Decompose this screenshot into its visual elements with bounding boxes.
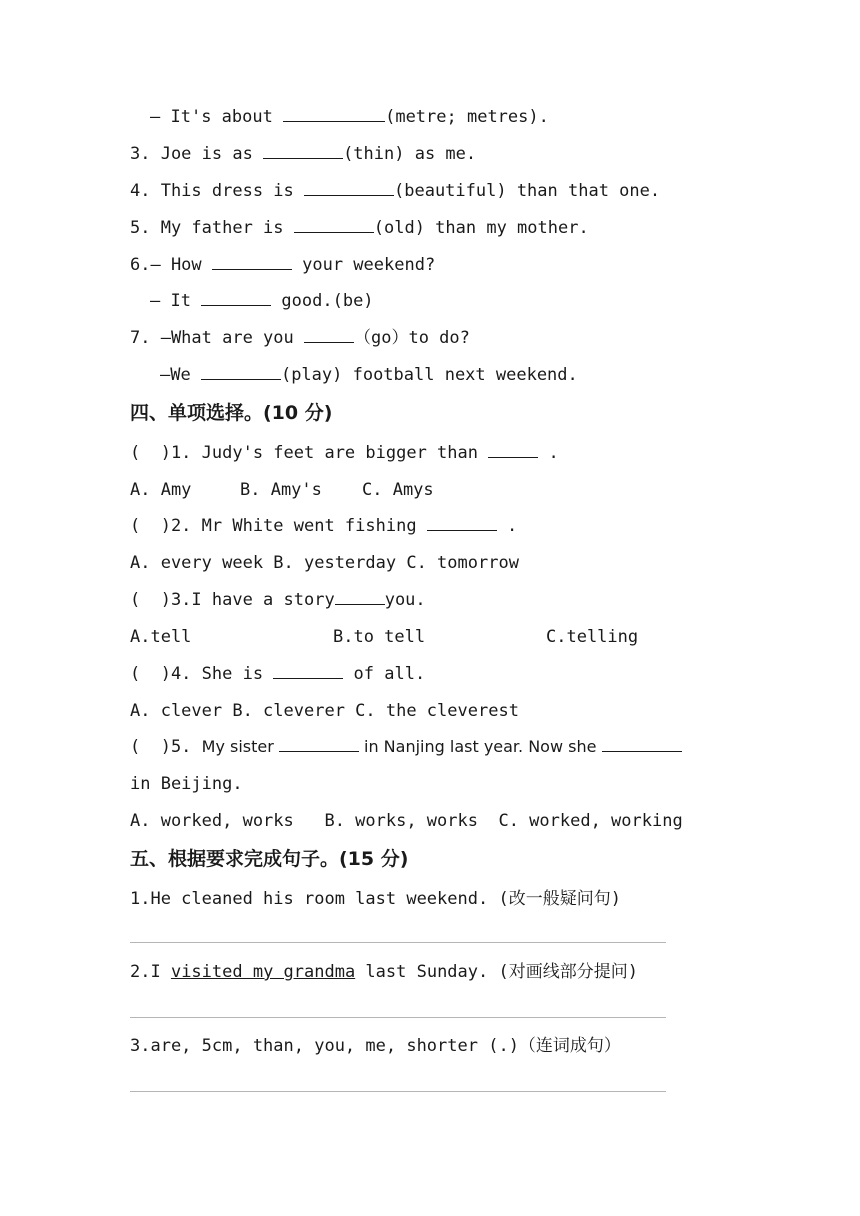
sentence-3: 3.are, 5cm, than, you, me, shorter (.)（连词成句）: [130, 1036, 621, 1056]
sentence-2-start: 2.I: [130, 962, 171, 982]
answer-blank[interactable]: [201, 364, 281, 380]
item7-answer-line: [160, 364, 578, 386]
answer-blank[interactable]: [304, 327, 354, 343]
q3-text: ( )3.I have a story: [130, 590, 335, 610]
q5-continuation-line: in Beijing.: [130, 774, 243, 794]
q1-line: [130, 442, 559, 464]
item3-text: 3. Joe is as: [130, 144, 264, 164]
underlined-phrase: visited my grandma: [170, 962, 356, 982]
answer-blank[interactable]: [201, 290, 271, 306]
option-a[interactable]: A.tell: [130, 627, 192, 647]
item4-line: [130, 180, 660, 202]
q3-line: [130, 589, 426, 611]
q5-text: ( )5.: [130, 737, 202, 757]
answer-blank[interactable]: [602, 736, 682, 752]
answer-blank[interactable]: [283, 106, 385, 122]
q5-line: [130, 736, 682, 758]
item3-hint: (thin) as me.: [343, 144, 477, 164]
section-heading-part5: 五、根据要求完成句子。(15 分): [130, 848, 409, 870]
item4-hint: (beautiful) than that one.: [394, 181, 661, 201]
item7-question-text: 7. —What are you: [130, 328, 304, 348]
q1-text: ( )1. Judy's feet are bigger than: [130, 443, 489, 463]
q3-options-line: [130, 626, 639, 648]
answer-blank[interactable]: [263, 143, 343, 159]
q4-line: [130, 663, 425, 685]
answer-blank[interactable]: [304, 180, 394, 196]
item7-answer-text: —We: [160, 365, 201, 385]
item2-text: It's about: [170, 107, 284, 127]
answer-line-1[interactable]: [130, 942, 666, 943]
option-b[interactable]: B. Amy's: [240, 480, 322, 500]
option-a[interactable]: A. Amy: [130, 480, 192, 500]
q5-sentence-part1: My sister: [201, 737, 279, 756]
answer-blank[interactable]: [427, 515, 497, 531]
item6-question-line: [130, 254, 435, 276]
q2-line: [130, 515, 517, 537]
item7-hint: （go）to do?: [354, 328, 470, 348]
item7-answer-hint: (play) football next weekend.: [280, 365, 578, 385]
q4-text: ( )4. She is: [130, 664, 274, 684]
dash: —: [150, 107, 161, 127]
item6-question-end: your weekend?: [291, 255, 436, 275]
item6-answer-text: — It: [150, 291, 202, 311]
q2-text: ( )2. Mr White went fishing: [130, 516, 427, 536]
answer-line-2[interactable]: [130, 1017, 666, 1018]
answer-blank[interactable]: [273, 663, 343, 679]
item6-question-text: 6.— How: [130, 255, 212, 275]
sentence-2-end: last Sunday. (对画线部分提问): [355, 962, 638, 982]
q3-end: you.: [384, 590, 426, 610]
option-c[interactable]: C.telling: [546, 627, 639, 647]
q1-end: .: [538, 443, 559, 463]
item5-text: 5. My father is: [130, 218, 294, 238]
sentence-1: 1.He cleaned his room last weekend. (改一般疑问句): [130, 889, 621, 909]
answer-blank[interactable]: [212, 254, 292, 270]
q2-end: .: [496, 516, 518, 536]
q2-options-line[interactable]: A. every week B. yesterday C. tomorrow: [130, 553, 519, 573]
item6-hint: good.(be): [271, 291, 374, 311]
item3-line: [130, 143, 476, 165]
q4-options-line[interactable]: A. clever B. cleverer C. the cleverest: [130, 701, 519, 721]
item5-hint: (old) than my mother.: [373, 218, 589, 238]
item7-question-line: [130, 327, 470, 349]
answer-blank[interactable]: [488, 442, 538, 458]
answer-blank[interactable]: [279, 736, 359, 752]
q5-sentence-part2: in Nanjing last year. Now she: [358, 737, 602, 756]
q1-options-line: [130, 479, 434, 501]
item5-line: [130, 217, 589, 239]
answer-blank[interactable]: [294, 217, 374, 233]
item6-answer-line: [150, 290, 374, 312]
q5-options-line[interactable]: A. worked, works B. works, works C. worked, working: [130, 811, 683, 831]
item2-hint: (metre; metres).: [385, 107, 549, 127]
section-heading-part4: 四、单项选择。(10 分): [130, 402, 333, 424]
sentence-2: [130, 961, 638, 983]
q4-end: of all.: [343, 664, 426, 684]
item2-answer-line: [150, 106, 549, 128]
item4-text: 4. This dress is: [130, 181, 304, 201]
option-b[interactable]: B.to tell: [333, 627, 426, 647]
answer-blank[interactable]: [335, 589, 385, 605]
answer-line-3[interactable]: [130, 1091, 666, 1092]
option-c[interactable]: C. Amys: [362, 480, 434, 500]
